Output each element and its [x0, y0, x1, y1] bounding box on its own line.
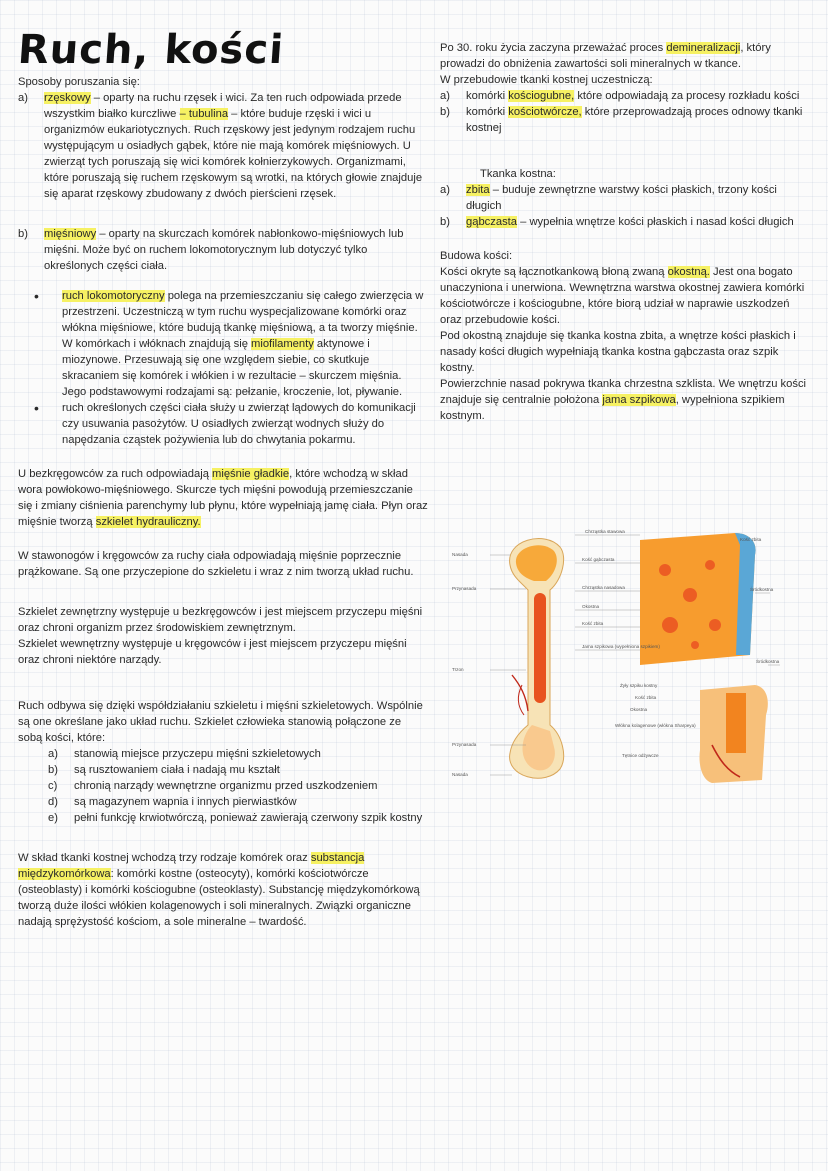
label: Chrząstka stawowa — [585, 529, 625, 534]
paragraph: W przebudowie tkanki kostnej uczestniczą: — [440, 74, 653, 86]
paragraph — [18, 850, 428, 930]
list-body — [466, 182, 812, 214]
text-span: Kości okryte są łącznotkankową błoną zwaną — [440, 266, 668, 278]
list-body — [44, 226, 428, 274]
list-body: chronią narządy wewnętrzne organizmu przed uszkodzeniem — [74, 780, 378, 792]
list-item — [48, 762, 428, 778]
label: Przynasada — [452, 742, 477, 747]
label: Kość zbita — [740, 537, 762, 542]
list-item-b — [18, 226, 428, 274]
list-marker: a) — [18, 92, 28, 104]
list-body — [466, 104, 812, 136]
list-item — [440, 214, 812, 230]
label: Kość zbita — [582, 621, 604, 626]
bullet-item — [34, 288, 428, 400]
highlight: demineralizacji — [666, 42, 741, 54]
highlight: – tubulina — [179, 108, 229, 120]
highlight: jama szpikowa — [602, 394, 676, 406]
list-item — [48, 746, 428, 762]
highlight: miofilamenty — [251, 338, 314, 350]
paragraph: Szkielet zewnętrzny występuje u bezkręgowców i jest miejscem przyczepu mięśni oraz chroni organizm przez środowiskiem zewnętrznym. — [18, 606, 423, 634]
bone-structure-diagram — [450, 525, 795, 795]
list-marker: a) — [440, 184, 450, 196]
label: Trzon — [452, 667, 464, 672]
list-item — [440, 104, 812, 136]
list-item — [48, 810, 428, 826]
label: Śródkostna — [750, 587, 774, 592]
text-span: które przeprowadzają proces odnowy tkanki kostnej — [466, 106, 803, 134]
long-bone-illustration — [510, 539, 564, 779]
page-title: Ruch, kości — [16, 27, 286, 73]
label: Kość gąbczasta — [582, 557, 615, 562]
bullet-body — [62, 288, 428, 400]
text-span: które odpowiadają za procesy rozkładu kości — [574, 90, 800, 102]
highlight: kościogubne, — [508, 90, 575, 102]
highlight: mięśnie gładkie — [212, 468, 290, 480]
highlight: zbita — [466, 184, 490, 196]
list-marker: a) — [48, 748, 58, 760]
highlight: mięśniowy — [44, 228, 97, 240]
highlight: szkielet hydrauliczny. — [95, 516, 201, 528]
list-marker: b) — [440, 106, 450, 118]
text-span: komórki — [466, 106, 509, 118]
label: Nasada — [452, 772, 468, 777]
list-body: pełni funkcję krwiotwórczą, ponieważ zawierają czerwony szpik kostny — [74, 812, 423, 824]
text-span: aktynowe i miozynowe. Przesuwają się one względem siebie, co skutkuje skracaniem się komórek i włókien i w rezultacie – skurczem mięśnia. Jego podstawowymi rodzajami są: pełzanie, kroczenie, lot, pływanie. — [62, 338, 403, 398]
highlight: rzęskowy — [44, 92, 91, 104]
text-span: komórki — [466, 90, 509, 102]
paragraph: W stawonogów i kręgowców za ruchy ciała odpowiadają mięśnie poprzecznie prążkowane. Są one przyczepione do szkieletu i wraz z nim tworzą układ ruchu. — [18, 550, 414, 578]
list-body: są magazynem wapnia i innych pierwiastków — [74, 796, 297, 808]
list-marker: b) — [48, 764, 58, 776]
highlight: kościotwórcze, — [508, 106, 582, 118]
text-span: Powierzchnie nasad pokrywa tkanka chrzestna szklista. We wnętrzu kości znajduje się centralnie położona — [440, 378, 807, 406]
right-column — [440, 40, 812, 424]
text-span: – wypełnia wnętrze kości płaskich i nasad kości długich — [517, 216, 794, 228]
list-marker: e) — [48, 812, 58, 824]
paragraph: Pod okostną znajduje się tkanka kostna zbita, a wnętrze kości płaskich i nasady kości długich wypełniają tkanka kostna gąbczasta oraz szpik kostny. — [440, 330, 796, 374]
list-marker: b) — [18, 228, 28, 240]
label: Tętnice odżywcze — [622, 753, 659, 758]
list-item — [48, 794, 428, 810]
label: Kość zbita — [635, 695, 657, 700]
bullet-body: ruch określonych części ciała służy u zwierząt lądowych do komunikacji czy usuwania pasożytów. U osiadłych zwierząt wodnych służy do napędzania cząstek pożywienia lub do chwytania pokarmu. — [62, 402, 416, 446]
paragraph — [18, 466, 428, 530]
label: Chrząstka nasadowa — [582, 585, 625, 590]
text-span: – buduje zewnętrzne warstwy kości płaskich, trzony kości długich — [466, 184, 777, 212]
section-heading: Tkanka kostna: — [480, 168, 556, 180]
label: Nasada — [452, 552, 468, 557]
paragraph — [440, 376, 812, 424]
label: Przynasada — [452, 586, 477, 591]
text-span: Jest ona bogato unaczyniona i unerwiona. Wewnętrzna warstwa okostnej zawiera komórki kościotwórcze i kościogubne, które biorą udział w naprawie uszkodzeń oraz przebudowie kości. — [440, 266, 805, 326]
bullet-icon: • — [34, 288, 39, 304]
list-marker: a) — [440, 90, 450, 102]
label: Włókna kolagenowe (włókna Sharpeya) — [615, 723, 696, 728]
functions-list — [30, 746, 428, 826]
bullet-item — [34, 400, 428, 448]
text-span: – które buduje rzęski i wici u organizmów eukariotycznych. Ruch rzęskowy jest jedynym rodzajem ruchu występującym u osiadłych gąbek, które nie mają komórek mięśniowych. U zwierząt tych poruszają się wici komórek kołnierzykowych. Organizmami, które poruszają się ruchem rzęskowym są wrotki, na których głowie znajduje się aparat rzęskowy zbudowany z dwóch pierścieni rzęsek. — [44, 108, 423, 200]
left-column — [16, 27, 428, 930]
intro-line: Sposoby poruszania się: — [18, 76, 140, 88]
text-span: – oparty na ruchu rzęsek i wici. Za ten ruch odpowiada przede wszystkim białko kurczliwe — [44, 92, 402, 120]
section-heading: Budowa kości: — [440, 250, 513, 262]
paragraph — [440, 264, 812, 328]
list-marker: d) — [48, 796, 58, 808]
paragraph: Ruch odbywa się dzięki współdziałaniu szkieletu i mięśni szkieletowych. Wspólnie są one określane jako układ ruchu. Szkielet człowieka stanowią połączone ze sobą kości, które: — [18, 700, 423, 744]
list-item — [48, 778, 428, 794]
list-marker: b) — [440, 216, 450, 228]
compact-bone-zoom — [700, 685, 768, 783]
label: Jama szpikowa (wypełniona szpikiem) — [582, 644, 660, 649]
label: Żyły szpiku kostny — [620, 683, 658, 688]
list-body — [44, 90, 428, 202]
highlight: ruch lokomotoryczny — [62, 290, 165, 302]
text-span: W skład tkanki kostnej wchodzą trzy rodzaje komórek oraz — [18, 852, 311, 864]
paragraph — [440, 40, 812, 72]
list-item-a — [18, 90, 428, 202]
list-body — [466, 214, 812, 230]
bullet-icon: • — [34, 400, 39, 416]
label: Okostna — [630, 707, 648, 712]
list-body: są rusztowaniem ciała i nadają mu kształt — [74, 764, 280, 776]
list-body — [466, 88, 812, 104]
paragraph: Szkielet wewnętrzny występuje u kręgowców i jest miejscem przyczepu mięśni oraz chroni niektóre narządy. — [18, 638, 407, 666]
highlight: gąbczasta — [466, 216, 517, 228]
text-span: , które wchodzą w skład wora powłokowo-mięśniowego. Skurcze tych mięśni powodują przemieszczanie się i zmiany ciśnienia parenchymy lub płynu, które wypełniają jamę ciała. Płyn oraz mięśnie tworzą — [18, 468, 428, 528]
list-marker: c) — [48, 780, 58, 792]
text-span: : komórki kostne (osteocyty), komórki kościotwórcze (osteoblasty) i komórki kościogubne (osteoklasty). Substancję międzykomórkową tworzą duże ilości włókien kolagenowych i soli mineralnych. Związki organiczne nadają sprężystość kościom, a sole mineralne – twardość. — [18, 868, 420, 928]
text-span: polega na przemieszczaniu się całego zwierzęcia w przestrzeni. Uczestniczą w tym ruchu wyspecjalizowane komórki oraz włókna mięśniowe, które budują tkankę mięśniową, a ta tworzy mięśnie. W komórkach i włóknach znajdują się — [62, 290, 424, 350]
highlight: okostną. — [667, 266, 710, 278]
text-span: Po 30. roku życia zaczyna przeważać proces — [440, 42, 667, 54]
text-span: U bezkręgowców za ruch odpowiadają — [18, 468, 213, 480]
highlight: substancja międzykomórkowa — [18, 852, 365, 880]
label: Okostna — [582, 604, 600, 609]
label: Śródkostna — [756, 659, 780, 664]
text-span: – oparty na skurczach komórek nabłonkowo-mięśniowych lub mięśni. Może być on ruchem lokomotorycznym lub dotyczyć tylko określonych części ciała. — [44, 228, 404, 272]
list-item — [440, 88, 812, 104]
text-span: , który prowadzi do obniżenia zawartości soli mineralnych w tkance. — [440, 42, 771, 70]
list-body: stanowią miejsce przyczepu mięśni szkieletowych — [74, 748, 321, 760]
text-span: , wypełniona szpikiem kostnym. — [440, 394, 785, 422]
list-item — [440, 182, 812, 214]
